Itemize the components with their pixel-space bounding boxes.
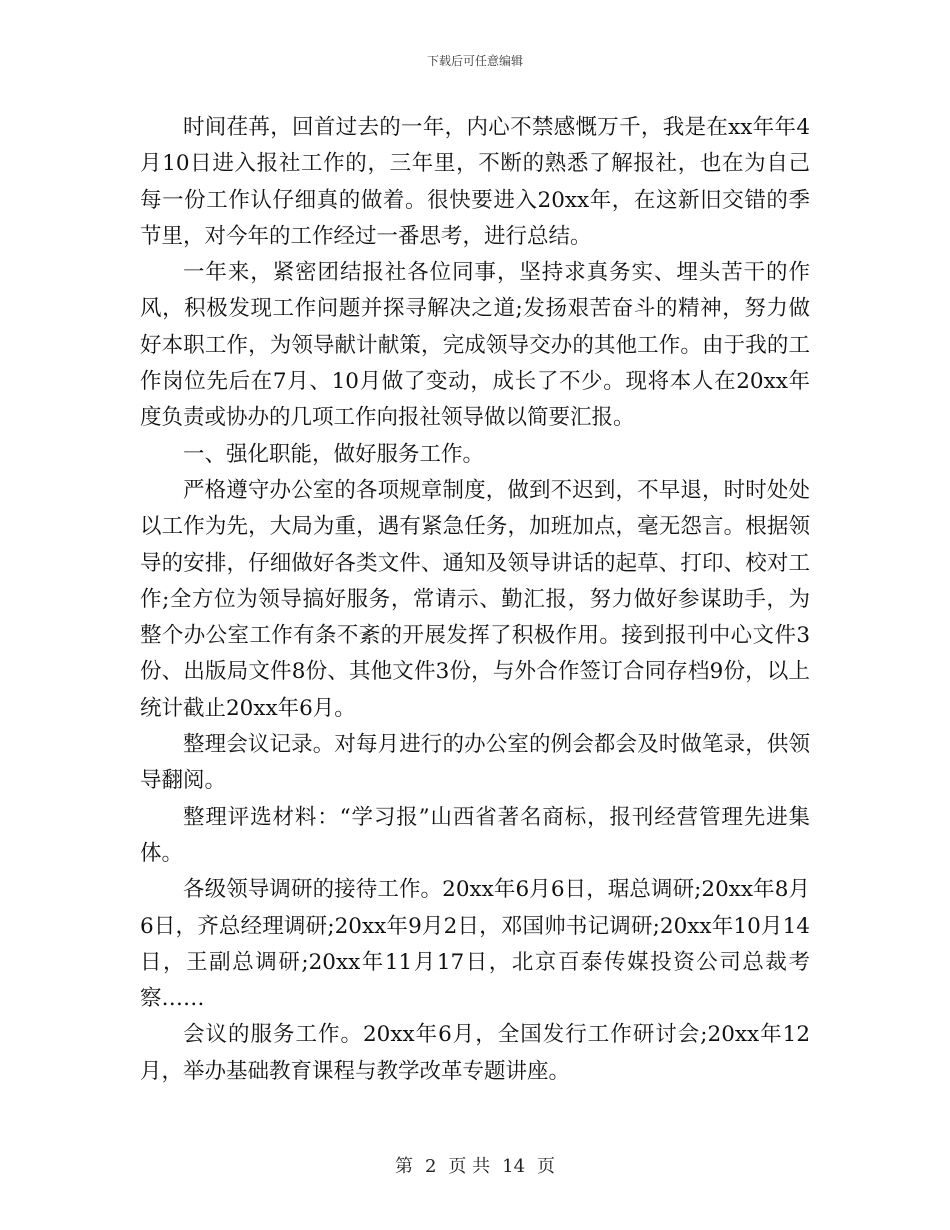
footer-total-pages: 14 (502, 1156, 526, 1177)
section-heading-1: 一、强化职能，做好服务工作。 (183, 441, 485, 467)
footer-suffix: 页 (537, 1156, 556, 1177)
paragraph-overview: 一年来，紧密团结报社各位同事，坚持求真务实、埋头苦干的作风，积极发现工作问题并探寻解决之道;发扬艰苦奋斗的精神，努力做好本职工作，为领导献计献策，完成领导交办的其他工作。由于我的工作岗位先后在7月、10月做了变动，成长了不少。现将本人在20xx年度负责或协办的几项工作向报社领导做以简要汇报。 (140, 260, 810, 431)
footer-prefix: 第 (394, 1156, 413, 1177)
paragraph-selection-materials: 整理评选材料：“学习报”山西省著名商标，报刊经营管理先进集体。 (140, 804, 810, 866)
paragraph-office-rules: 严格遵守办公室的各项规章制度，做到不迟到，不早退，时时处处以工作为先，大局为重，遇有紧急任务，加班加点，毫无怨言。根据领导的安排，仔细做好各类文件、通知及领导讲话的起草、打印、校对工作;全方位为领导搞好服务，常请示、勤汇报，努力做好参谋助手，为整个办公室工作有条不紊的开展发挥了积极作用。接到报刊中心文件3份、出版局文件8份、其他文件3份，与外合作签订合同存档9份，以上统计截止20xx年6月。 (140, 477, 810, 721)
paragraph-intro: 时间荏苒，回首过去的一年，内心不禁感慨万千，我是在xx年年4月10日进入报社工作的，三年里，不断的熟悉了解报社，也在为自己每一份工作认仔细真的做着。很快要进入20xx年，在这新旧交错的季节里，对今年的工作经过一番思考，进行总结。 (140, 115, 810, 249)
page-header: 下载后可任意编辑 (426, 54, 523, 68)
paragraph-meeting-services: 会议的服务工作。20xx年6月，全国发行工作研讨会;20xx年12月，举办基础教育课程与教学改革专题讲座。 (140, 1022, 810, 1084)
page-footer (0, 1152, 950, 1178)
footer-middle: 页 共 (448, 1156, 491, 1177)
paragraph-meeting-records: 整理会议记录。对每月进行的办公室的例会都会及时做笔录，供领导翻阅。 (140, 732, 810, 794)
paragraph-leader-visits: 各级领导调研的接待工作。20xx年6月6日，琚总调研;20xx年8月6日，齐总经理调研;20xx年9月2日，邓国帅书记调研;20xx年10月14日，王副总调研;20xx年11月17日，北京百泰传媒投资公司总裁考察…… (140, 877, 810, 1012)
document-body (140, 110, 810, 1090)
footer-current-page: 2 (424, 1156, 437, 1177)
